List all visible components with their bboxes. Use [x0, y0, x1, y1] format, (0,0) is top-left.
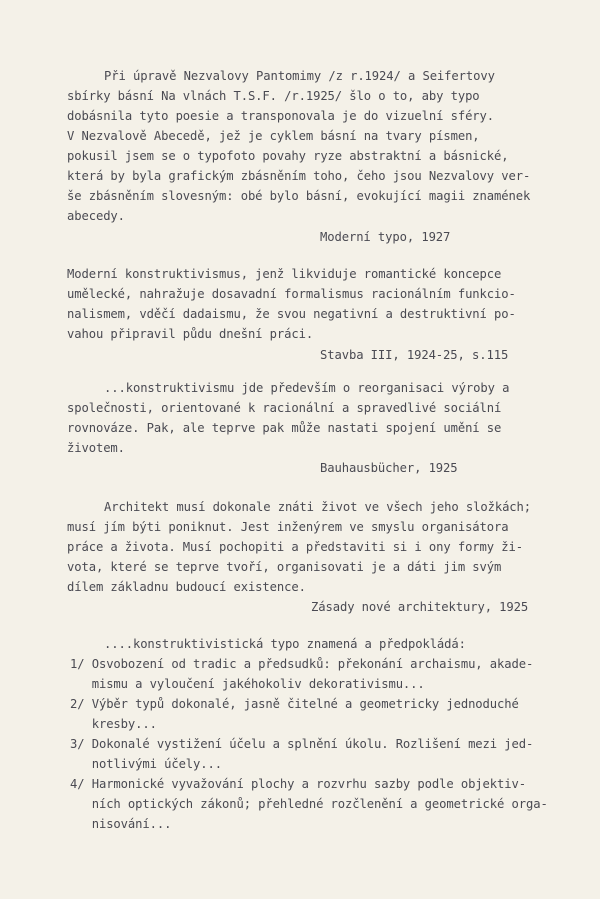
list-item: 4/ Harmonické vyvažování plochy a rozvrhu sazby podle objektiv-	[70, 777, 526, 791]
list-item: mismu a vyloučení jakéhokoliv dekorativismu...	[70, 677, 425, 691]
text-line: Moderní konstruktivismus, jenž likviduje romantické koncepce	[67, 267, 502, 281]
text-line: Architekt musí dokonale znáti život ve všech jeho složkách;	[104, 500, 532, 514]
text-line: životem.	[67, 441, 125, 455]
text-line: musí jím býti poniknut. Jest inženýrem ve smyslu organisátora	[67, 520, 509, 534]
text-line: abecedy.	[67, 209, 125, 223]
text-line: V Nezvalově Abecedě, jež je cyklem básní na tvary písmen,	[67, 129, 480, 143]
text-line: še zbásněním slovesným: obé bylo básní, evokující magii znamének	[67, 189, 531, 203]
list-item: nisování...	[70, 817, 172, 831]
list-item: 1/ Osvobození od tradic a předsudků: překonání archaismu, akade-	[70, 657, 534, 671]
list-intro: ....konstruktivistická typo znamená a předpokládá:	[104, 637, 466, 651]
text-line: společnosti, orientované k racionální a spravedlivé sociální	[67, 401, 502, 415]
list-item: 3/ Dokonalé vystižení účelu a splnění úkolu. Rozlišení mezi jed-	[70, 737, 534, 751]
source-citation: Moderní typo, 1927	[320, 230, 451, 244]
list-item: ních optických zákonů; přehledné rozčlenění a geometrické orga-	[70, 797, 548, 811]
list-item: 2/ Výběr typů dokonalé, jasně čitelné a geometricky jednoduché	[70, 697, 519, 711]
text-line: práce a života. Musí pochopiti a představiti si i ony formy ži-	[67, 540, 523, 554]
list-item: notlivými účely...	[70, 757, 222, 771]
text-line: pokusil jsem se o typofoto povahy ryze abstraktní a básnické,	[67, 149, 509, 163]
text-line: sbírky básní Na vlnách T.S.F. /r.1925/ šlo o to, aby typo	[67, 89, 480, 103]
text-line: nalismem, vděčí dadaismu, že svou negativní a destruktivní po-	[67, 307, 516, 321]
source-citation: Stavba III, 1924-25, s.115	[320, 348, 509, 362]
list-item: kresby...	[70, 717, 157, 731]
text-line: dílem základnu budoucí existence.	[67, 580, 306, 594]
source-citation: Bauhausbücher, 1925	[320, 461, 458, 475]
source-citation: Zásady nové architektury, 1925	[311, 600, 529, 614]
text-line: vota, které se teprve tvoří, organisovati je a dáti jim svým	[67, 560, 502, 574]
text-line: rovnováze. Pak, ale teprve pak může nastati spojení umění se	[67, 421, 502, 435]
text-line: Při úpravě Nezvalovy Pantomimy /z r.1924/ a Seifertovy	[104, 69, 495, 83]
text-line: dobásnila tyto poesie a transponovala je do vizuelní sféry.	[67, 109, 495, 123]
text-line: ...konstruktivismu jde především o reorganisaci výroby a	[104, 381, 510, 395]
text-line: vahou připravil půdu dnešní práci.	[67, 327, 314, 341]
text-line: umělecké, nahražuje dosavadní formalismus racionálním funkcio-	[67, 287, 516, 301]
text-line: která by byla grafickým zbásněním toho, čeho jsou Nezvalovy ver-	[67, 169, 531, 183]
